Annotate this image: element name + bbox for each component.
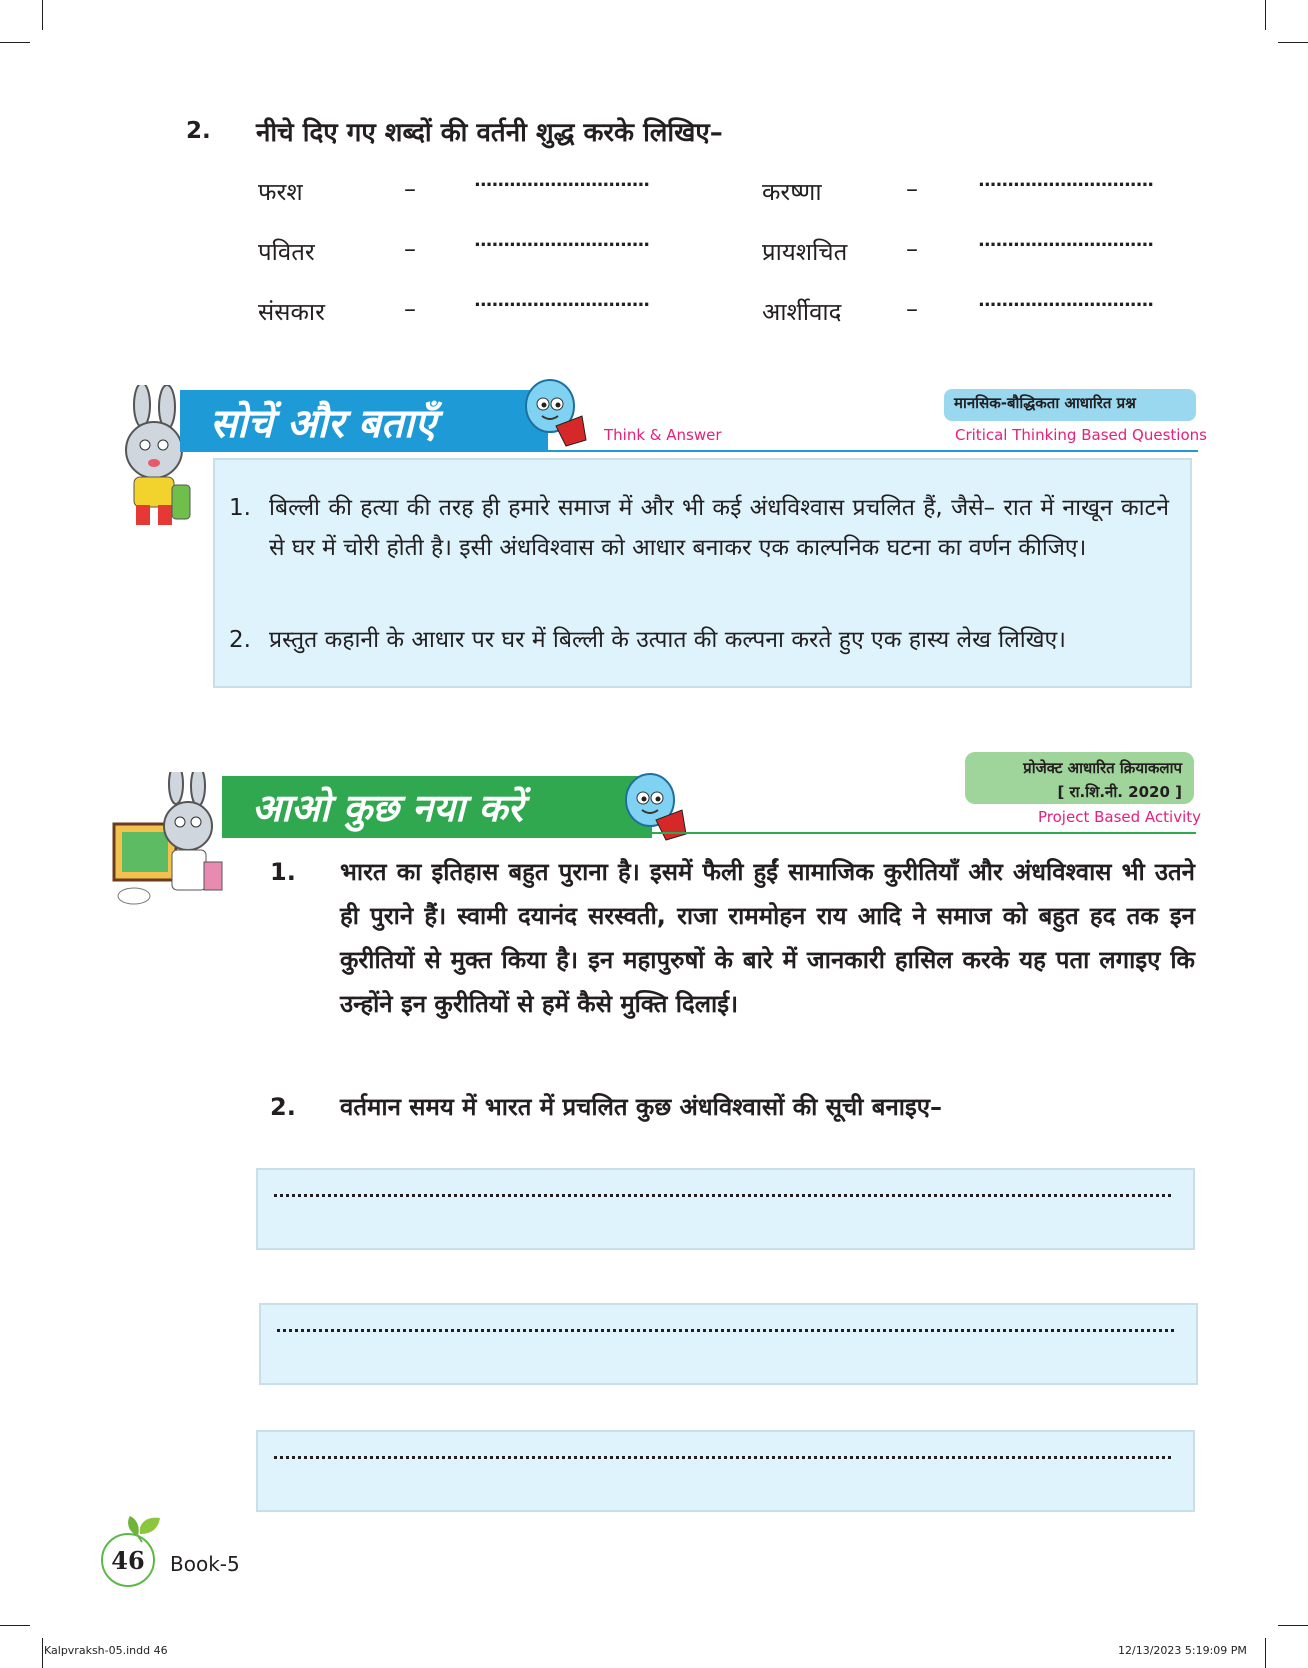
dash: – xyxy=(906,175,918,203)
think-panel xyxy=(213,458,1192,688)
project-tag-line1: प्रोजेक्ट आधारित क्रियाकलाप xyxy=(1023,759,1182,777)
answer-blank[interactable]: .............................. xyxy=(978,290,1154,311)
think-item-number: 2. xyxy=(229,627,251,653)
word-left: फरश xyxy=(258,178,303,206)
question-number: 2. xyxy=(186,118,211,144)
project-item-number: 2. xyxy=(270,1093,296,1121)
word-left: संसकार xyxy=(258,298,325,326)
dash: – xyxy=(404,295,416,323)
crop-mark xyxy=(1265,0,1266,30)
section-title-think: सोचें और बताएँ xyxy=(180,390,548,452)
project-tag-line2: [ रा.शि.नी. 2020 ] xyxy=(1057,783,1182,801)
answer-box[interactable] xyxy=(259,1303,1198,1385)
rabbit-painter-icon xyxy=(112,772,224,910)
think-item-text: बिल्ली की हत्या की तरह ही हमारे समाज में और भी कई अंधविश्वास प्रचलित हैं, जैसे– रात में नाखून काटने से घर में चोरी होती है। इसी अंधविश्वास को आधार बनाकर एक काल्पनिक घटना का वर्णन कीजिए। xyxy=(269,495,1169,561)
word-right: प्रायशचित xyxy=(762,238,848,266)
dash: – xyxy=(404,175,416,203)
pencil-mascot-icon xyxy=(520,376,590,450)
think-tag: मानसिक-बौद्धिकता आधारित प्रश्न xyxy=(944,389,1196,421)
section-rule xyxy=(547,450,1198,452)
answer-blank[interactable]: .............................. xyxy=(474,230,650,251)
section-title-project: आओ कुछ नया करें xyxy=(222,776,652,838)
think-item-number: 1. xyxy=(229,495,251,521)
section-rule xyxy=(652,832,1196,834)
book-label: Book-5 xyxy=(170,1552,240,1576)
project-tag-en: Project Based Activity xyxy=(1038,808,1202,826)
dotted-answer-line xyxy=(274,1456,1171,1459)
project-item-number: 1. xyxy=(270,858,296,886)
dash: – xyxy=(404,235,416,263)
crop-mark xyxy=(0,42,30,43)
think-subtitle: Think & Answer xyxy=(604,426,722,444)
crop-mark xyxy=(42,0,43,30)
dash: – xyxy=(906,295,918,323)
answer-blank[interactable]: .............................. xyxy=(474,290,650,311)
word-left: पवितर xyxy=(258,238,315,266)
think-tag-en: Critical Thinking Based Questions xyxy=(955,426,1207,444)
think-item-text: प्रस्तुत कहानी के आधार पर घर में बिल्ली के उत्पात की कल्पना करते हुए एक हास्य लेख लिखिए। xyxy=(269,627,1066,653)
project-tag xyxy=(965,752,1194,804)
answer-box[interactable] xyxy=(256,1430,1195,1512)
answer-box[interactable] xyxy=(256,1168,1195,1250)
answer-blank[interactable]: .............................. xyxy=(978,170,1154,191)
page-number: 46 xyxy=(111,1546,145,1575)
project-item-text: वर्तमान समय में भारत में प्रचलित कुछ अंधविश्वासों की सूची बनाइए– xyxy=(340,1093,943,1121)
crop-mark xyxy=(1265,1638,1266,1668)
crop-mark xyxy=(1278,42,1308,43)
footer-file: Kalpvraksh-05.indd 46 xyxy=(44,1644,168,1657)
answer-blank[interactable]: .............................. xyxy=(474,170,650,191)
footer-timestamp: 12/13/2023 5:19:09 PM xyxy=(1118,1644,1247,1657)
crop-mark xyxy=(42,1638,43,1668)
crop-mark xyxy=(1278,1625,1308,1626)
dash: – xyxy=(906,235,918,263)
word-right: करष्णा xyxy=(762,178,822,206)
word-right: आर्शीवाद xyxy=(762,298,842,326)
answer-blank[interactable]: .............................. xyxy=(978,230,1154,251)
question-instruction: नीचे दिए गए शब्दों की वर्तनी शुद्ध करके लिखिए– xyxy=(256,118,723,148)
dotted-answer-line xyxy=(274,1194,1171,1197)
project-item-text: भारत का इतिहास बहुत पुराना है। इसमें फैली हुईं सामाजिक कुरीतियाँ और अंधविश्वास भी उतने ही पुराने हैं। स्वामी दयानंद सरस्वती, राजा राममोहन राय आदि ने समाज को बहुत हद तक इन कुरीतियों से मुक्त किया है। इन महापुरुषों के बारे में जानकारी हासिल करके यह पता लगाइए कि उन्होंने इन कुरीतियों से हमें कैसे मुक्ति दिलाई। xyxy=(340,858,1195,1018)
crop-mark xyxy=(0,1625,30,1626)
page-badge xyxy=(98,1512,178,1590)
dotted-answer-line xyxy=(277,1329,1174,1332)
